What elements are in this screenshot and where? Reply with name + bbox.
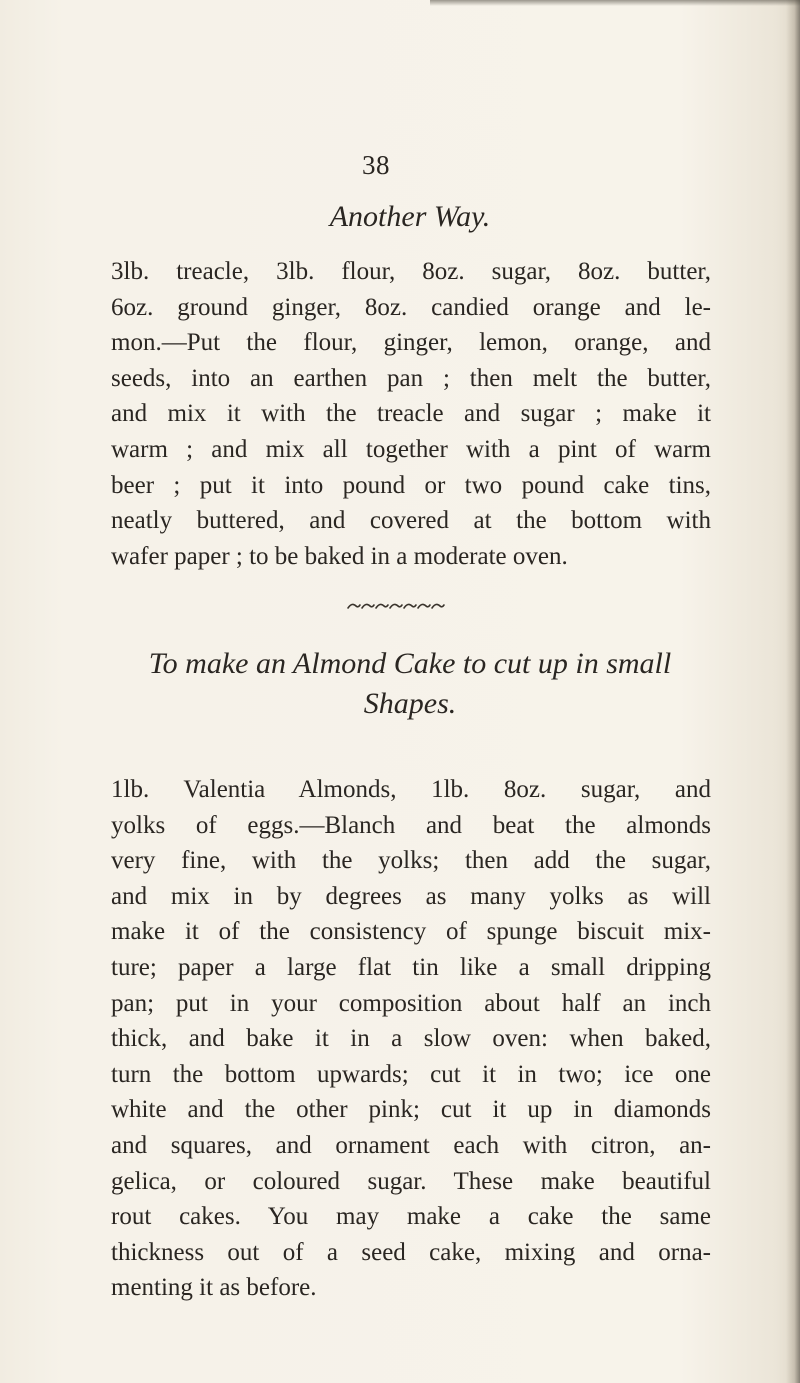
text-line: thickness out of a seed cake, mixing and orna- bbox=[111, 1238, 711, 1266]
title-line: Shapes. bbox=[363, 687, 457, 720]
text-line: rout cakes. You may make a cake the same bbox=[111, 1203, 711, 1231]
text-line: wafer paper ; to be baked in a moderate oven. bbox=[111, 542, 568, 570]
text-line: very fine, with the yolks; then add the sugar, bbox=[111, 847, 711, 875]
decorative-divider-icon bbox=[346, 597, 450, 613]
text-line: warm ; and mix all together with a pint of warm bbox=[111, 435, 711, 463]
text-line: make it of the consistency of spunge biscuit mix- bbox=[111, 918, 711, 946]
text-line: neatly buttered, and covered at the bottom with bbox=[111, 507, 711, 535]
text-line: 3lb. treacle, 3lb. flour, 8oz. sugar, 8oz. butter, bbox=[111, 258, 711, 285]
recipe-body-almond-cake bbox=[111, 772, 711, 1306]
text-line: thick, and bake it in a slow oven: when baked, bbox=[111, 1025, 711, 1053]
text-line: 6oz. ground ginger, 8oz. candied orange and le- bbox=[111, 293, 711, 321]
page-top-shadow bbox=[430, 0, 800, 6]
text-line: yolks of eggs.—Blanch and beat the almonds bbox=[111, 811, 711, 839]
text-line: seeds, into an earthen pan ; then melt the butter, bbox=[111, 364, 711, 392]
text-line: turn the bottom upwards; cut it in two; ice one bbox=[111, 1060, 711, 1088]
title-line: To make an Almond Cake to cut up in small bbox=[148, 647, 672, 680]
page-number: 38 bbox=[362, 150, 390, 180]
text-line: beer ; put it into pound or two pound cake tins, bbox=[111, 471, 711, 499]
text-line: 1lb. Valentia Almonds, 1lb. 8oz. sugar, and bbox=[111, 776, 711, 803]
text-line: pan; put in your composition about half an inch bbox=[111, 989, 711, 1017]
text-line: and squares, and ornament each with citron, an- bbox=[111, 1131, 711, 1159]
recipe-title-almond-cake bbox=[110, 644, 710, 724]
recipe-body-another-way bbox=[111, 254, 711, 574]
text-line: ture; paper a large flat tin like a small dripping bbox=[111, 953, 711, 981]
text-line: and mix it with the treacle and sugar ; make it bbox=[111, 400, 711, 428]
text-line: mon.—Put the flour, ginger, lemon, orange, and bbox=[111, 329, 711, 357]
text-line: menting it as before. bbox=[111, 1274, 317, 1302]
text-line: and mix in by degrees as many yolks as will bbox=[111, 882, 711, 910]
text-line: white and the other pink; cut it up in diamonds bbox=[111, 1096, 711, 1124]
recipe-title-another-way: Another Way. bbox=[329, 200, 491, 233]
page-edge-shadow bbox=[786, 0, 800, 1383]
text-line: gelica, or coloured sugar. These make beautiful bbox=[111, 1167, 711, 1195]
